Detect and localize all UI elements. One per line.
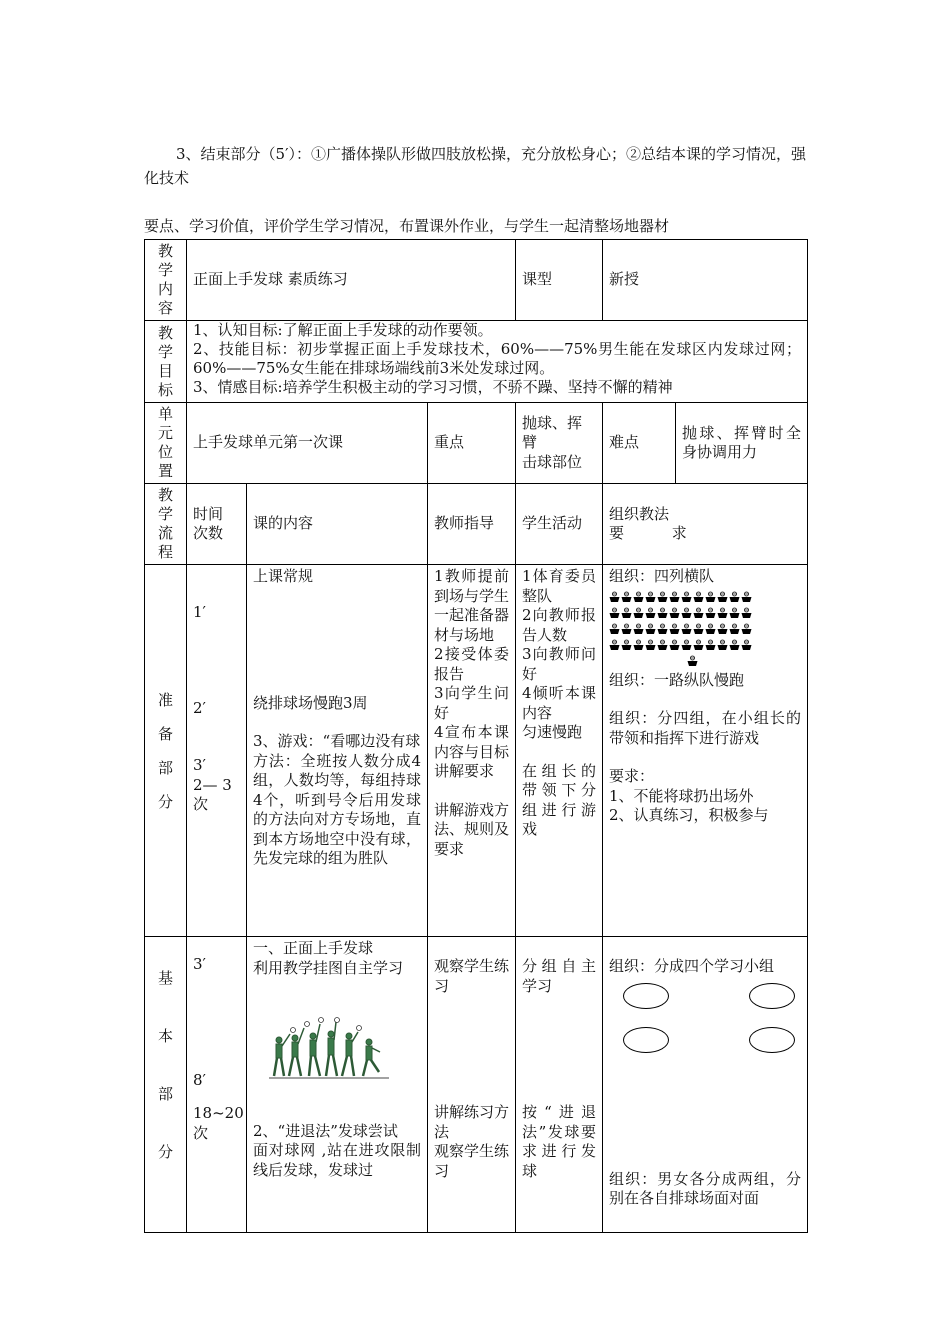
teacher-marker-icon — [687, 655, 698, 669]
student-marker-icon — [693, 607, 704, 621]
intro-line-2: 要点、学习价值，评价学生学习情况，布置课外作业，与学生一起清整场地器材 — [144, 217, 670, 235]
prep-time-3: 3′ — [193, 756, 206, 774]
goal-skill: 2、技能目标：初步掌握正面上手发球技术，60%——75%男生能在发球区内发球过网；60%——75%女生能在排球场端线前3米处发球过网。 — [193, 340, 802, 377]
prep-student: 1体育委员整队 2向教师报告人数 3向教师问好 4倾听本课内容 匀速慢跑 在组长的带领下分组进行游戏 — [516, 565, 603, 937]
student-marker-icon — [669, 639, 680, 653]
student-marker-icon — [657, 623, 668, 637]
student-marker-icon — [609, 639, 620, 653]
student-marker-icon — [657, 639, 668, 653]
student-marker-icon — [621, 607, 632, 621]
student-marker-icon — [705, 607, 716, 621]
student-marker-icon — [729, 623, 740, 637]
student-marker-icon — [633, 639, 644, 653]
four-groups-diagram — [609, 983, 801, 1063]
lesson-type-label: 课型 — [516, 240, 603, 321]
student-marker-icon — [681, 639, 692, 653]
key-point-value: 抛球、挥臂 击球部位 — [516, 403, 603, 484]
student-marker-icon — [693, 639, 704, 653]
label-unit-position: 单 元 位 置 — [145, 403, 187, 484]
student-marker-icon — [633, 607, 644, 621]
student-marker-icon — [705, 623, 716, 637]
prep-teacher: 1教师提前到场与学生一起准备器材与场地 2接受体委报告 3向学生问好 4宣布本课内容与目标 讲解要求 讲解游戏方法、规则及要求 — [428, 565, 516, 937]
prep-time-1: 1′ — [193, 603, 206, 621]
prep-organization: 组织：四列横队 组织：一路纵队慢跑 组织：分四组，在小组长的带领和指挥下进行游戏 要求： 1、不能将球扔出场外 2、认真练习，积极参与 — [603, 565, 808, 937]
prep-content: 上课常规 绕排球场慢跑3周 3、游戏：“看哪边没有球 方法：全班按人数分成4组，人数均等，每组持球4个，听到号令后用发球的方法向对方专场地，直到本方场地空中没有球，先发完球的组为胜队 — [247, 565, 428, 937]
basic-content: 一、正面上手发球 利用教学挂图自主学习 2、“进退法”发球尝试 面对球网 ,站在进攻限制线后发球，发球过 — [247, 937, 428, 1233]
student-marker-icon — [717, 591, 728, 605]
header-time: 时间 次数 — [187, 484, 247, 565]
student-marker-icon — [681, 607, 692, 621]
serve-sequence-illustration — [269, 1016, 389, 1084]
goal-cognitive: 1、认知目标:了解正面上手发球的动作要领。 — [193, 321, 493, 339]
header-organization: 组织教法 要 求 — [603, 484, 808, 565]
student-marker-icon — [693, 591, 704, 605]
row-teaching-goals — [145, 321, 808, 403]
student-marker-icon — [741, 639, 752, 653]
student-marker-icon — [645, 639, 656, 653]
student-marker-icon — [741, 591, 752, 605]
group-oval-1 — [623, 983, 669, 1009]
basic-time-2: 8′ — [193, 1070, 206, 1089]
lesson-type-value: 新授 — [603, 240, 808, 321]
student-marker-icon — [621, 591, 632, 605]
student-marker-icon — [645, 607, 656, 621]
student-marker-icon — [669, 607, 680, 621]
label-teaching-content: 教 学 内 容 — [145, 240, 187, 321]
student-marker-icon — [633, 623, 644, 637]
basic-student: 分组自主学习 按“进退法”发球要求进行发球 — [516, 937, 603, 1233]
student-marker-icon — [717, 607, 728, 621]
row-unit-position — [145, 403, 808, 484]
label-basic-part: 基 本 部 分 — [145, 937, 187, 1233]
student-marker-icon — [609, 607, 620, 621]
label-teaching-goals: 教 学 目 标 — [145, 321, 187, 403]
student-marker-icon — [741, 607, 752, 621]
student-marker-icon — [717, 623, 728, 637]
row-preparation — [145, 565, 808, 937]
basic-times — [187, 937, 247, 1233]
student-marker-icon — [729, 607, 740, 621]
student-marker-icon — [657, 607, 668, 621]
leader-marker — [609, 655, 801, 671]
basic-time-1: 3′ — [193, 955, 206, 973]
difficulty-value: 抛球、挥臂时全身协调用力 — [676, 403, 808, 484]
group-oval-3 — [623, 1027, 669, 1053]
student-marker-icon — [717, 639, 728, 653]
student-marker-icon — [693, 623, 704, 637]
unit-position-text: 上手发球单元第一次课 — [187, 403, 428, 484]
prep-time-2: 2′ — [193, 698, 206, 717]
student-marker-icon — [729, 591, 740, 605]
goals-cell — [187, 321, 808, 403]
label-teaching-flow: 教 学 流 程 — [145, 484, 187, 565]
student-marker-icon — [657, 591, 668, 605]
student-marker-icon — [705, 639, 716, 653]
header-student: 学生活动 — [516, 484, 603, 565]
formation-row — [609, 639, 801, 655]
formation-row — [609, 591, 801, 607]
prep-times — [187, 565, 247, 937]
row-teaching-content — [145, 240, 808, 321]
basic-teacher: 观察学生练习 讲解练习方法 观察学生练习 — [428, 937, 516, 1233]
formation-row — [609, 607, 801, 623]
row-basic-part — [145, 937, 808, 1233]
lesson-plan-table — [144, 239, 808, 1233]
prep-time-4: 2— 3次 — [193, 775, 232, 813]
student-marker-icon — [621, 623, 632, 637]
header-teacher: 教师指导 — [428, 484, 516, 565]
student-marker-icon — [645, 623, 656, 637]
group-oval-4 — [749, 1027, 795, 1053]
student-marker-icon — [609, 623, 620, 637]
student-marker-icon — [729, 639, 740, 653]
student-marker-icon — [609, 591, 620, 605]
key-point-label: 重点 — [428, 403, 516, 484]
student-marker-icon — [645, 591, 656, 605]
student-marker-icon — [669, 591, 680, 605]
student-marker-icon — [633, 591, 644, 605]
intro-line-1: 3、结束部分（5′）：①广播体操队形做四肢放松操，充分放松身心；②总结本课的学习情况，强化技术 — [144, 145, 806, 187]
student-marker-icon — [741, 623, 752, 637]
student-marker-icon — [705, 591, 716, 605]
four-row-formation-diagram — [609, 591, 801, 655]
group-oval-2 — [749, 983, 795, 1009]
goal-emotion: 3、情感目标:培养学生积极主动的学习习惯，不骄不躁、坚持不懈的精神 — [193, 378, 673, 396]
student-marker-icon — [681, 591, 692, 605]
header-content: 课的内容 — [247, 484, 428, 565]
basic-organization: 组织：分成四个学习小组 组织：男女各分成两组，分别在各自排球场面对面 — [603, 937, 808, 1233]
formation-row — [609, 623, 801, 639]
student-marker-icon — [681, 623, 692, 637]
difficulty-label: 难点 — [603, 403, 676, 484]
student-marker-icon — [669, 623, 680, 637]
row-teaching-flow — [145, 484, 808, 565]
student-marker-icon — [621, 639, 632, 653]
basic-time-3: 18~20次 — [193, 1104, 244, 1142]
teaching-content-text: 正面上手发球 素质练习 — [187, 240, 516, 321]
label-preparation: 准 备 部 分 — [145, 565, 187, 937]
